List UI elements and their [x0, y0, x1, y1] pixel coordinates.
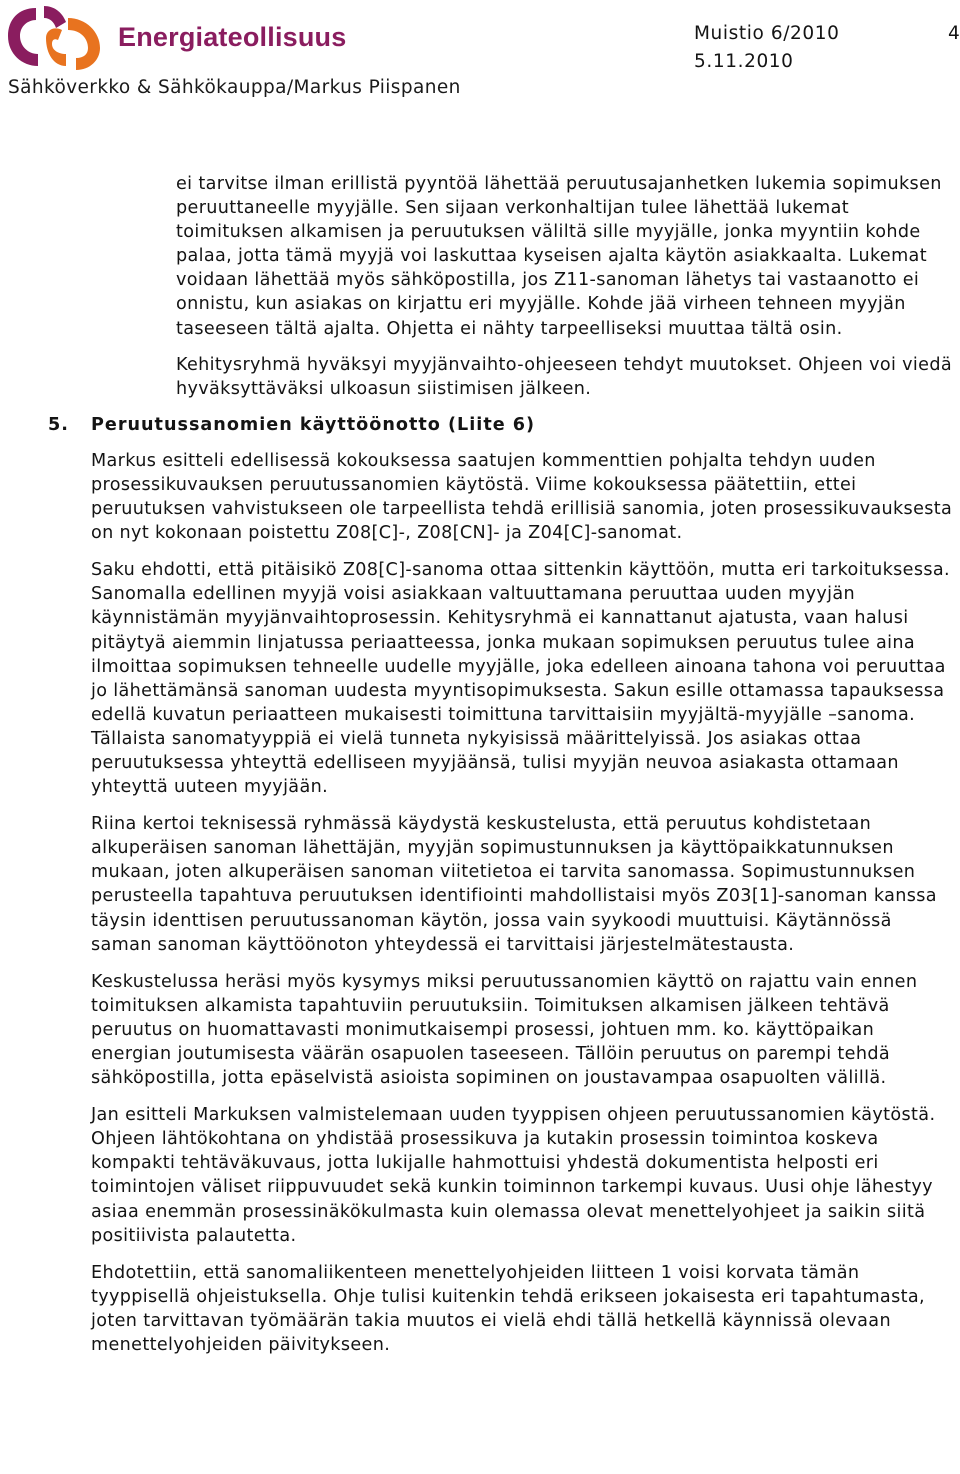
- memo-date: 5.11.2010: [694, 51, 794, 72]
- paragraph-technical-group: Riina kertoi teknisessä ryhmässä käydystä keskustelusta, että peruutus kohdistetaan alkuperäisen sanoman lähettäjän, myyjän sopimustunnuksen ja käyttöpaikkatunnuksen mukaan, joten alkuperäisen sanoman viitetietoa ei tarvita sanomassa. Sopimustunnuksen perusteella tapahtuva peruutuksen identifiointi mahdollistaisi myös Z03[1]-sanoman kanssa täysin identtisen peruutussanoman käytön, jossa vain syykoodi muuttuisi. Käytännössä saman sanoman käyttöönoton yhteydessä ei tarvittaisi järjestelmätestausta.: [91, 814, 937, 955]
- brand-name: Energiateollisuus: [118, 22, 347, 52]
- paragraph-process-description: Markus esitteli edellisessä kokouksessa saatujen kommenttien pohjalta tehdyn uuden prosessikuvauksen peruutussanomien käytöstä. Viime kokouksessa päätettiin, ettei peruutuksen vahvistukseen ole tarpeellista tehdä erillisiä sanomia, joten prosessikuvauksesta on nyt kokonaan poistettu Z08[C]-, Z08[CN]- ja Z04[C]-sanomat.: [91, 450, 953, 544]
- paragraph-approval: Kehitysryhmä hyväksyi myyjänvaihto-ohjeeseen tehdyt muutokset. Ohjeen voi viedä hyväksyttäväksi ulkoasun siistimisen jälkeen.: [176, 354, 952, 399]
- paragraph-proposal: Ehdotettiin, että sanomaliikenteen menettelyohjeiden liitteen 1 voisi korvata tämän tyyppisellä ohjeistuksella. Ohje tulisi kuitenkin tehdä erikseen jokaisesta eri tapahtumasta, joten tarvittavan työmäärän takia muutos ei vielä ehdi tällä hetkellä käynnissä olevaan menettelyohjeiden päivitykseen.: [91, 1262, 925, 1356]
- department-line: Sähköverkko & Sähkökauppa/Markus Piispanen: [8, 77, 461, 98]
- memo-number: Muistio 6/2010: [694, 23, 840, 44]
- paragraph-new-guide: Jan esitteli Markuksen valmistelemaan uuden tyyppisen ohjeen peruutussanomien käytöstä. Ohjeen lähtökohtana on yhdistää prosessikuva ja kutakin prosessin toimintoa koskeva kompakti tehtäväkuvaus, jotta lukijalle hahmottuisi yhdestä dokumentista helposti eri toimintojen väliset riippuvuudet sekä kunkin toiminnon tarkempi kuvaus. Uusi ohje lähestyy asiaa enemmän prosessinäkökulmasta kuin olemassa olevat menettelyohjeet ja saikin siitä positiivista palautetta.: [91, 1105, 936, 1246]
- paragraph-meter-readings: ei tarvitse ilman erillistä pyyntöä lähettää peruutusajanhetken lukemia sopimuksen peruuttaneelle myyjälle. Sen sijaan verkonhaltijan tulee lähettää lukemat toimituksen alkamisen ja peruutuksen väliltä sille myyjälle, jonka myyntiin kohde palaa, jotta tämä myyjä voi laskuttaa kyseisen ajalta käytön asiakkaalta. Lukemat voidaan lähettää myös sähköpostilla, jos Z11-sanoman lähetys tai vastaanotto ei onnistu, kun asiakas on kirjattu eri myyjälle. Kohde jää virheen tehneen myyjän taseeseen tältä ajalta. Ohjetta ei nähty tarpeelliseksi muuttaa tältä osin.: [176, 174, 942, 339]
- page-number: 4: [948, 23, 960, 44]
- paragraph-discussion: Keskustelussa heräsi myös kysymys miksi peruutussanomien käyttö on rajattu vain ennen toimituksen alkamista tapahtuviin peruutuksiin. Toimituksen alkamisen jälkeen tehtävä peruutus on huomattavasti monimutkaisempi prosessi, johtuen mm. ko. käyttöpaikan energian joutumisesta väärän osapuolen taseeseen. Tällöin peruutus on parempi tehdä sähköpostilla, jotta epäselvistä asioista sopiminen on joustavampaa osapuolten välillä.: [91, 971, 918, 1089]
- memo-body: [0, 172, 960, 1357]
- paragraph-saku-proposal: Saku ehdotti, että pitäisikö Z08[C]-sanoma ottaa sittenkin käyttöön, mutta eri tarkoituksessa. Sanomalla edellinen myyjä voisi asiakkaan valtuuttamana peruuttaa uuden myyjän käynnistämän myyjänvaihtoprosessin. Kehitysryhmä ei kannattanut ajatusta, vaan halusi pitäytyä aiemmin linjatussa periaatteessa, jonka mukaan sopimuksen peruutus tulee aina ilmoittaa sopimuksen tehneelle uudelle myyjälle, joka edelleen ainoana tahona voi peruuttaa jo lähettämänsä sanoman uudesta myyntisopimuksesta. Sakun esille ottamassa tapauksessa edellä kuvatun periaatteen mukaisesti toimittuna tarvittaisiin myyjältä-myyjälle –sanoma. Tällaista sanomatyyppiä ei vielä tunneta nykyisissä määrittelyissä. Jos asiakas ottaa peruutuksessa yhteyttä edelliseen myyjäänsä, tulisi myyjän neuvoa asiakasta ottamaan yhteyttä uuteen myyjään.: [91, 560, 950, 798]
- section-heading: [0, 413, 960, 437]
- energiateollisuus-logo-icon: [6, 2, 102, 72]
- section-title: Peruutussanomien käyttöönotto (Liite 6): [91, 414, 536, 435]
- section-number: 5.: [48, 414, 69, 435]
